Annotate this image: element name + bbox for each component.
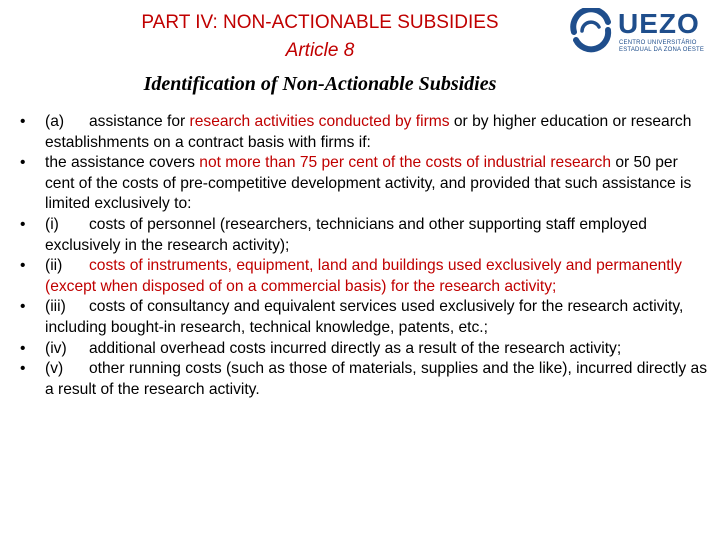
logo-wordmark: UEZO (618, 8, 700, 39)
uezo-logo (568, 6, 716, 66)
item-highlight: costs of instruments, equipment, land and buildings used exclusively and permanently (except when disposed of on a commercial basis) for the research activity; (45, 257, 682, 295)
bullet-item (20, 112, 710, 153)
item-text: the assistance covers (45, 154, 200, 172)
item-text: additional overhead costs incurred directly as a result of the research activity; (89, 339, 622, 357)
bullet-dot: • (20, 257, 26, 275)
logo-subtitle-1: CENTRO UNIVERSITÁRIO (619, 40, 697, 46)
item-label: (a) (45, 113, 65, 130)
bullet-item (20, 297, 710, 338)
item-label: (ii) (45, 257, 63, 275)
bullet-dot: • (20, 215, 26, 233)
bullet-dot: • (20, 154, 26, 172)
item-text: or 50 per cent of the costs of pre‑competitive development activity, and provided that such assistance is limited exclusively to: (45, 154, 692, 213)
article-title: Article 8 (285, 40, 355, 61)
item-highlight: research activities conducted by firms (189, 113, 450, 130)
bullet-item (20, 256, 710, 297)
part-title: PART IV: NON‑ACTIONABLE SUBSIDIES (141, 12, 499, 33)
item-text: costs of consultancy and equivalent services used exclusively for the research activity, including bought‑in research, technical knowledge, patents, etc.; (45, 298, 684, 336)
bullet-dot: • (20, 360, 26, 378)
bullet-item (20, 153, 710, 215)
identification-heading: Identification of Non‑Actionable Subsidies (143, 73, 497, 95)
item-text: costs of personnel (researchers, technicians and other supporting staff employed exclusively in the research activity); (45, 215, 647, 254)
item-label: (iii) (45, 298, 66, 316)
bullet-item (20, 215, 710, 256)
bullet-item (20, 339, 710, 360)
bullet-dot: • (20, 339, 26, 357)
bullet-item (20, 359, 710, 400)
bullet-dot: • (20, 298, 26, 316)
item-highlight: not more than 75 per cent of the costs of industrial research (199, 154, 612, 172)
item-label: (i) (45, 215, 59, 233)
item-label: (iv) (45, 339, 67, 357)
bullet-dot: • (20, 113, 26, 130)
logo-subtitle-2: ESTADUAL DA ZONA OESTE (619, 47, 705, 53)
item-text: other running costs (such as those of materials, supplies and the like), incurred directly as a result of the research activity. (45, 360, 707, 398)
bullet-list (20, 112, 710, 400)
logo-swirl-icon (568, 8, 614, 54)
item-text: assistance for (89, 113, 190, 130)
item-text: or by higher education or research establishments on a contract basis with firms if: (45, 113, 692, 151)
item-label: (v) (45, 360, 64, 378)
